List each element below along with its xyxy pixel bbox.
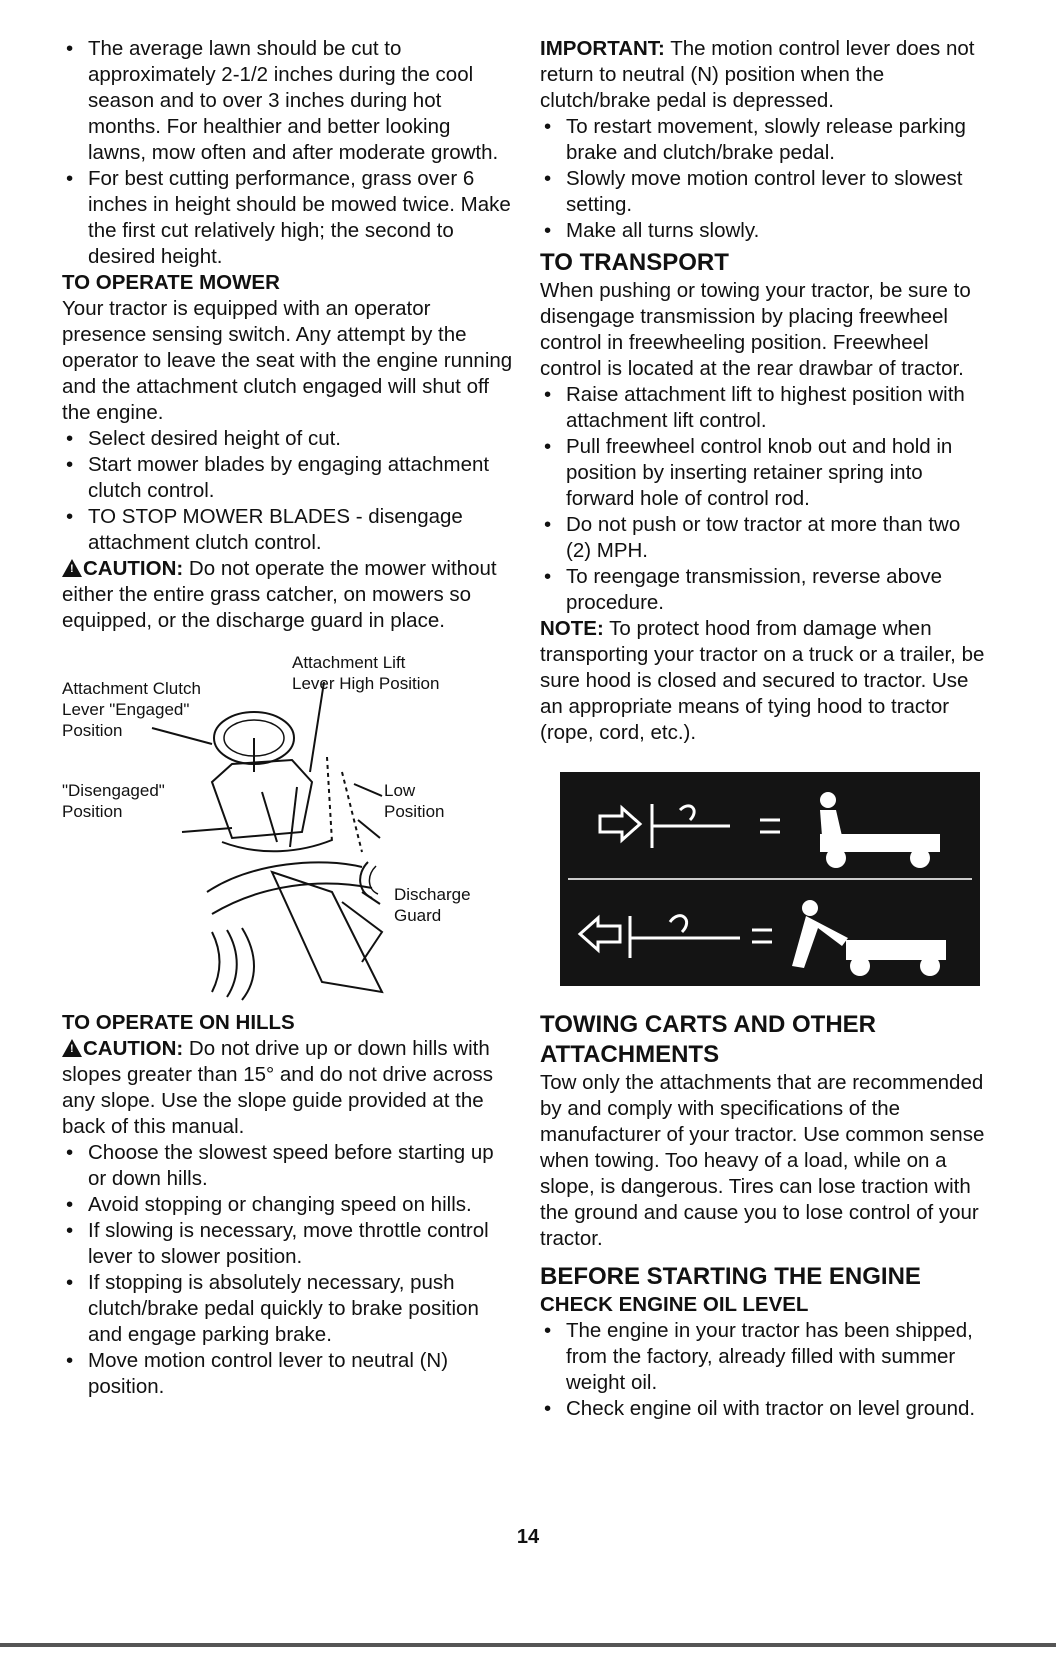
operate-mower-list [62, 426, 514, 556]
panel-divider [568, 878, 972, 880]
section-heading-before-starting: BEFORE STARTING THE ENGINE [540, 1263, 921, 1290]
list-item: • To restart movement, slowly release parking brake and clutch/brake pedal. [540, 114, 988, 166]
list-item: • For best cutting performance, grass over 6 inches in height should be mowed twice. Make the first cut relatively high; the second to desired height. [62, 166, 514, 270]
label-line: Attachment Clutch [62, 679, 201, 698]
label-line: Guard [394, 906, 442, 925]
list-item: • Check engine oil with tractor on level ground. [540, 1396, 988, 1422]
push-tractor-freewheel-symbol [560, 886, 980, 982]
list-item: • Raise attachment lift to highest position with attachment lift control. [540, 382, 988, 434]
caution-label: CAUTION: [83, 557, 184, 580]
label-lift-high [292, 652, 439, 694]
mower-caution [62, 556, 514, 634]
label-low-position [384, 780, 444, 822]
towing-paragraph: Tow only the attachments that are recommended by and comply with specifications of the manufacturer of your tractor. Use common sense when towing. Too heavy of a load, while on a slope, is dangerous. Tires can lose traction with the ground and cause you to lose control of your tractor. [540, 1071, 985, 1250]
label-line: Discharge [394, 885, 471, 904]
important-label: IMPORTANT: [540, 37, 665, 60]
push-tractor-engaged-symbol [560, 776, 980, 872]
list-item: • Make all turns slowly. [540, 218, 988, 244]
check-oil-list [540, 1318, 988, 1422]
bottom-rule [0, 1643, 1056, 1647]
section-heading-transport: TO TRANSPORT [540, 249, 729, 276]
left-column [62, 36, 514, 1400]
transport-note [540, 616, 988, 746]
label-line: Lever "Engaged" [62, 700, 190, 719]
list-item: • Pull freewheel control knob out and hold in position by inserting retainer spring into forward hole of control rod. [540, 434, 988, 512]
list-item: • Move motion control lever to neutral (N) position. [62, 1348, 514, 1400]
label-line: Attachment Lift [292, 653, 406, 672]
list-item: • To reengage transmission, reverse above procedure. [540, 564, 988, 616]
list-item: • The average lawn should be cut to approximately 2-1/2 inches during the cool season and to over 3 inches during hot months. For healthier and better looking lawns, mow often and after moderate growth. [62, 36, 514, 166]
list-item: • Start mower blades by engaging attachment clutch control. [62, 452, 514, 504]
label-line: Position [62, 802, 123, 821]
list-item: • Do not push or tow tractor at more than two (2) MPH. [540, 512, 988, 564]
important-text: The motion control lever does not return to neutral (N) position when the clutch/brake pedal is depressed. [540, 37, 975, 112]
lawn-tips-list [62, 36, 514, 270]
list-item: • Avoid stopping or changing speed on hills. [62, 1192, 514, 1218]
hills-caution [62, 1036, 514, 1140]
list-item: • Slowly move motion control lever to slowest setting. [540, 166, 988, 218]
list-item: • If stopping is absolutely necessary, push clutch/brake pedal quickly to brake position and engage parking brake. [62, 1270, 514, 1348]
label-line: Low [384, 781, 416, 800]
label-discharge-guard [394, 884, 471, 926]
label-disengaged [62, 780, 165, 822]
label-line: Position [384, 802, 445, 821]
caution-text: Do not operate the mower without either the entire grass catcher, on mowers so equipped, or the discharge guard in place. [62, 557, 497, 632]
caution-text: Do not drive up or down hills with slopes greater than 15° and do not drive across any slope. Use the slope guide provided at the back of this manual. [62, 1037, 493, 1138]
label-clutch-engaged [62, 678, 201, 741]
hills-list [62, 1140, 514, 1400]
transport-list [540, 382, 988, 616]
important-list [540, 114, 988, 244]
caution-label: CAUTION: [83, 1037, 184, 1060]
freewheel-symbol-panel [560, 772, 980, 986]
list-item: • The engine in your tractor has been shipped, from the factory, already filled with summer weight oil. [540, 1318, 988, 1396]
subheading-check-oil: CHECK ENGINE OIL LEVEL [540, 1293, 809, 1316]
section-heading-towing: TOWING CARTS AND OTHER ATTACHMENTS [540, 1011, 876, 1068]
section-heading-hills: TO OPERATE ON HILLS [62, 1011, 295, 1034]
list-item: • TO STOP MOWER BLADES - disengage attachment clutch control. [62, 504, 514, 556]
list-item: • Choose the slowest speed before starting up or down hills. [62, 1140, 514, 1192]
important-note [540, 36, 988, 114]
right-column [540, 36, 988, 1422]
section-heading-operate-mower: TO OPERATE MOWER [62, 271, 280, 294]
note-text: To protect hood from damage when transporting your tractor on a truck or a trailer, be sure hood is closed and secured to tractor. Use an appropriate means of tying hood to tractor (rope, cord, etc.). [540, 617, 985, 744]
label-line: "Disengaged" [62, 781, 165, 800]
page-number: 14 [516, 1526, 540, 1548]
label-line: Lever High Position [292, 674, 440, 693]
warning-triangle-icon: ! [62, 559, 82, 577]
warning-triangle-icon: ! [62, 1039, 82, 1057]
list-item: • If slowing is necessary, move throttle control lever to slower position. [62, 1218, 514, 1270]
list-item: • Select desired height of cut. [62, 426, 514, 452]
label-line: Position [62, 721, 123, 740]
transport-paragraph: When pushing or towing your tractor, be sure to disengage transmission by placing freewheel control in freewheeling position. Freewheel control is located at the rear drawbar of tractor. [540, 279, 971, 380]
mower-controls-figure [62, 642, 514, 1010]
note-label: NOTE: [540, 617, 604, 640]
operate-mower-paragraph: Your tractor is equipped with an operator presence sensing switch. Any attempt by the operator to leave the seat with the engine running and the attachment clutch engaged will shut off the engine. [62, 297, 513, 424]
